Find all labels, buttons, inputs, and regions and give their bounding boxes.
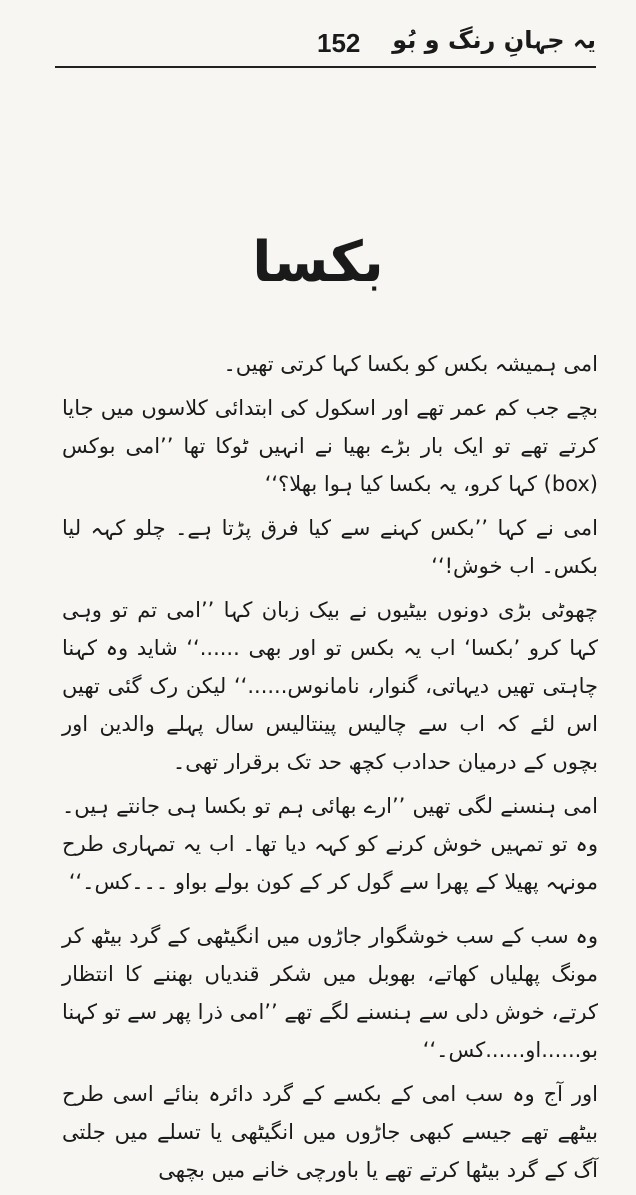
running-header [55,22,596,68]
paragraph: چھوٹی بڑی دونوں بیٹیوں نے بیک زبان کہا ’’امی تم تو وہی کہا کرو ’بکسا‘ اب یہ بکس تو اور بھی ......‘‘ شاید وہ کہنا چاہتی تھیں دیہاتی، گنوار، نامانوس......‘‘ لیکن رک گئی تھیں اس لئے کہ اب سے چالیس پینتالیس سال پہلے والدین اور بچوں کے درمیان حدادب کچھ حد تک برقرار تھی۔ [62,598,598,774]
paragraph: وہ سب کے سب خوشگوار جاڑوں میں انگیٹھی کے گرد بیٹھ کر مونگ پھلیاں کھاتے، بھوبل میں شکر قندیاں بھننے کا انتظار کرتے، خوش دلی سے ہنسنے لگے تھے ’’امی ذرا پھر سے تو کہنا بو......او......کس۔‘‘ [62,924,598,1062]
chapter-body [62,345,598,1195]
book-title: یہ جہانِ رنگ و بُو [392,26,596,54]
paragraph: بچے جب کم عمر تھے اور اسکول کی ابتدائی کلاسوں میں جایا کرتے تھے تو ایک بار بڑے بھیا نے انہیں ٹوکا تھا ’’امی بوکس (box) کہا کرو، یہ بکسا کیا ہوا بھلا؟‘‘ [62,396,598,496]
paragraph: امی نے کہا ’’بکس کہنے سے کیا فرق پڑتا ہے۔ چلو کہہ لیا بکس۔ اب خوش!‘‘ [62,516,598,578]
paragraph: امی ہنسنے لگی تھیں ’’ارے بھائی ہم تو بکسا ہی جانتے ہیں۔ وہ تو تمہیں خوش کرنے کو کہہ دیا تھا۔ اب یہ تمہاری طرح مونہہ پھیلا کے پھرا سے گول کر کے کون بولے بواو ۔۔۔کس۔‘‘ [62,794,598,894]
header-divider [55,66,596,68]
chapter-title: بکسا [252,230,384,295]
paragraph: اور آج وہ سب امی کے بکسے کے گرد دائرہ بنائے اسی طرح بیٹھے تھے جیسے کبھی جاڑوں میں انگیٹھی یا تسلے میں جلتی آگ کے گرد بیٹھا کرتے تھے یا باورچی خانے میں بچھی [62,1082,598,1182]
page-number: 152 [317,28,361,58]
paragraph: امی ہمیشہ بکس کو بکسا کہا کرتی تھیں۔ [223,352,598,376]
